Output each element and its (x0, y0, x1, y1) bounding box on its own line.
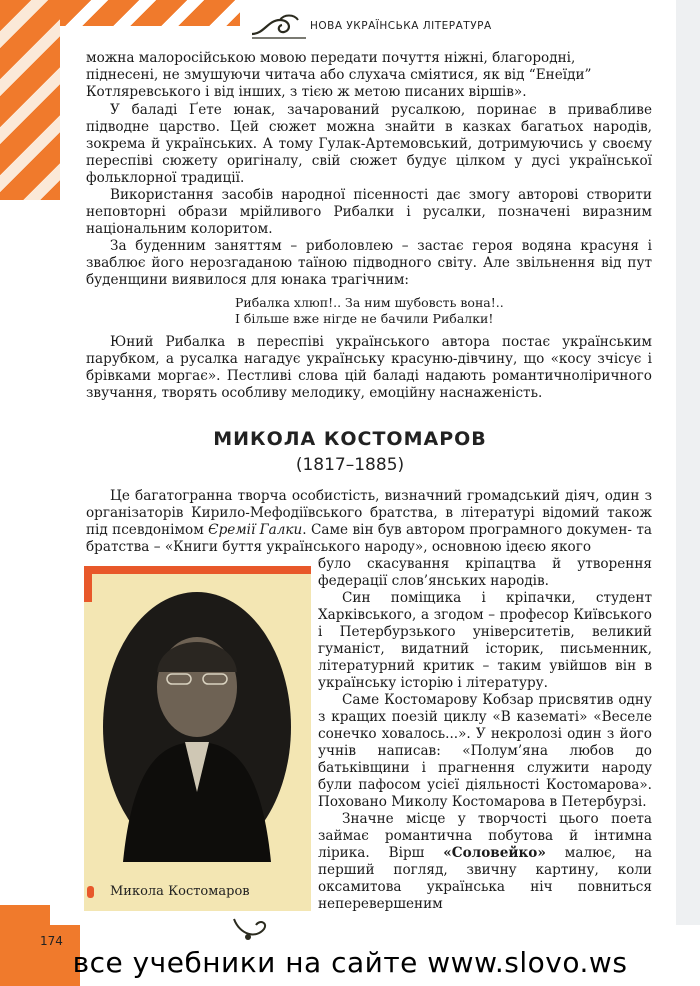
section-years: (1817–1885) (295, 455, 405, 475)
paragraph: Син поміщика і кріпачки, студент Харківського, а згодом – професор Київського і Петербурзького університетів, великий гуманіст, видатний історик, письменник, літературний критик – таким увійшов він в українську історію і літературу. (318, 590, 652, 691)
paragraph: було скасування кріпацтва й утворення федерації слов’янських народів. (318, 556, 652, 589)
portrait-accent-bar (84, 574, 92, 602)
poem-title: «Соловейко» (443, 845, 546, 861)
poem-line: Рибалка хлюп!.. За ним шубовсть вона!.. (235, 295, 504, 310)
bio-intro (86, 488, 652, 556)
text-line: Значне місце у творчості цього поета займає романтична побутова й інтимна лірика. Вірш (318, 811, 652, 861)
bio-column (318, 556, 652, 913)
paragraph: Юний Рибалка в переспіві українського автора постає українським парубком, а русалка нагадує українську красуню-дівчину, що «косу зчісує і брівками моргає». Пестливі слова цій баладі надають романтичноліричного звучання, творять особливу мелодику, емоційну наснаженість. (86, 334, 652, 401)
body-after-poem (86, 334, 652, 402)
intro-text (86, 50, 652, 101)
text-line: . Саме він був автором програмного докумен- (302, 522, 633, 538)
decorative-stripes-top (60, 0, 240, 26)
decorative-stripes (0, 0, 60, 200)
poem (235, 295, 504, 327)
header-title: НОВА УКРАЇНСЬКА ЛІТЕРАТУРА (310, 20, 492, 32)
paragraph: У баладі Ґете юнак, зачарований русалкою, поринає в привабливе підводне царство. Цей сюжет можна знайти в казках багатьох народів, зокрема й українських. А тому Гулак-Артемовський, дотримуючись у своєму переспіві сюжету оригіналу, свій сюжет будує цілком у дусі української фольклорної традиції. (86, 102, 652, 186)
text-line: та братства – «Книги буття українського народу», основною ідеєю якого (86, 522, 652, 555)
caption-marker (87, 886, 94, 898)
paragraph: Використання засобів народної пісенності дає змогу авторові створити неповторні образи мрійливого Рибалки і русалки, позначені виразним національним колоритом. (86, 187, 652, 237)
text-line: Це багатогранна творча особистість, визначний громадський діяч, один з (110, 488, 652, 504)
text-line: під псевдонімом (86, 522, 209, 538)
portrait-accent-bar (84, 566, 311, 574)
portrait-caption: Микола Костомаров (110, 884, 250, 899)
watermark-text: все учебники на сайте www.slovo.ws (72, 946, 628, 979)
running-header (250, 12, 670, 40)
poem-line: І більше вже нігде не бачили Рибалки! (235, 311, 494, 326)
page-number: 174 (40, 934, 63, 948)
footer-ornament-icon (230, 915, 270, 945)
portrait-image (103, 592, 291, 862)
body-top (86, 102, 652, 289)
paragraph (86, 488, 652, 556)
text-line: малює, на перший погляд, звичну картину, коли оксамитова українська ніч повниться неперевершеним (318, 845, 652, 912)
paragraph: За буденним заняттям – риболовлею – застає героя водяна красуня і зваблює його нерозгаданою таїною підводного світу. Але звільнення від пут буденщини виявилося для юнака трагічним: (86, 238, 652, 288)
text-line: піднесені, не змушуючи читача або слухача сміятися, як від “Енеїди” (86, 67, 592, 83)
ornament-icon (250, 12, 308, 40)
text-line: можна малоросійською мовою передати почуття ніжні, благородні, (86, 50, 576, 66)
section-heading: МИКОЛА КОСТОМАРОВ (213, 428, 487, 450)
text-line: Котляревського і від інших, з тією ж метою писаних віршів». (86, 84, 527, 100)
paragraph (318, 811, 652, 913)
pseudonym: Єремії Галки (208, 522, 303, 538)
portrait-drawing (103, 592, 291, 862)
paragraph: Саме Костомарову Кобзар присвятив одну з кращих поезій циклу «В казематі» «Веселе сонечко ховалось...». У некролозі один з його учнів написав: «Полум’яна любов до батьківщини і прагнення служити народу були пафосом усієї діяльності Костомарова». Поховано Миколу Костомарова в Петербурзі. (318, 692, 652, 810)
text-line: організаторів Кирило-Мефодіївського братства, в літературі відомий також (86, 505, 652, 521)
